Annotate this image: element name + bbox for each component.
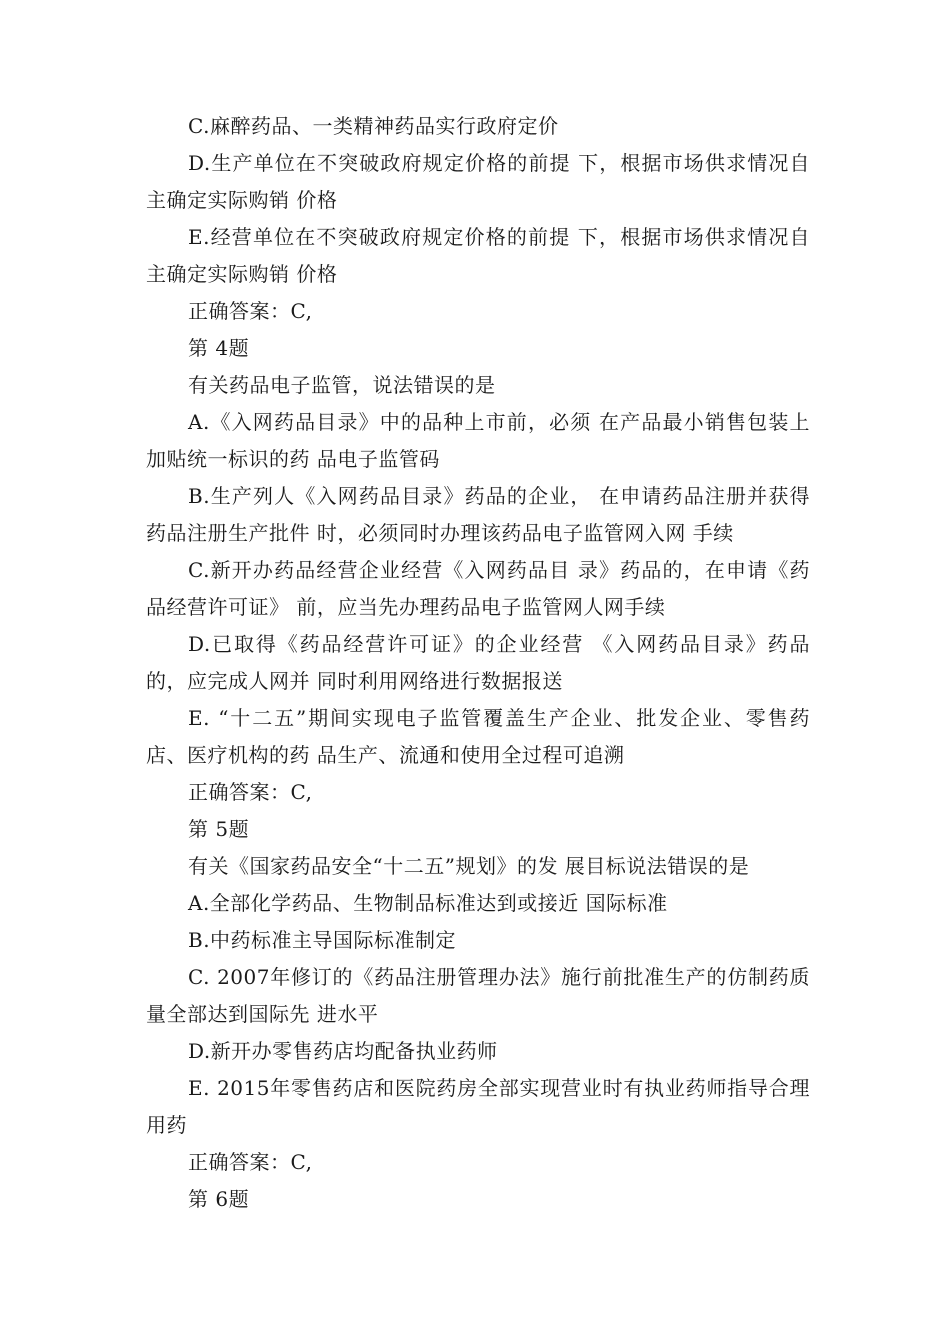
option-b-q5: B.中药标准主导国际标准制定: [188, 928, 457, 952]
question-number-4: 第 4题: [188, 336, 250, 360]
answer-q3: 正确答案：C,: [188, 299, 313, 323]
option-d-q4: D.已取得《药品经营许可证》的企业经营 《入网药品目录》药品的，应完成人网并 同时利用网络进行数据报送: [146, 632, 810, 693]
option-d-q3: D.生产单位在不突破政府规定价格的前提 下，根据市场供求情况自主确定实际购销 价格: [146, 151, 810, 212]
option-e-q4: E. “十二五”期间实现电子监管覆盖生产企业、批发企业、零售药店、医疗机构的药 品生产、流通和使用全过程可追溯: [146, 706, 810, 767]
answer-q4: 正确答案：C,: [188, 780, 313, 804]
option-b-q4: B.生产列人《入网药品目录》药品的企业， 在申请药品注册并获得药品注册生产批件 时，必须同时办理该药品电子监管网入网 手续: [146, 484, 810, 545]
option-d-q5: D.新开办零售药店均配备执业药师: [188, 1039, 498, 1063]
option-c-q3: C.麻醉药品、一类精神药品实行政府定价: [188, 114, 559, 138]
question-number-6: 第 6题: [188, 1187, 250, 1211]
option-c-q4: C.新开办药品经营企业经营《入网药品目 录》药品的，在申请《药品经营许可证》 前，应当先办理药品电子监管网人网手续: [146, 558, 810, 619]
question-number-5: 第 5题: [188, 817, 250, 841]
option-e-q3: E.经营单位在不突破政府规定价格的前提 下，根据市场供求情况自主确定实际购销 价格: [146, 225, 810, 286]
option-e-q5: E. 2015年零售药店和医院药房全部实现营业时有执业药师指导合理用药: [146, 1076, 810, 1137]
question-text-4: 有关药品电子监管，说法错误的是: [188, 373, 496, 397]
question-text-5: 有关《国家药品安全“十二五”规划》的发 展目标说法错误的是: [188, 854, 750, 878]
option-a-q4: A.《入网药品目录》中的品种上市前，必须 在产品最小销售包装上加贴统一标识的药 品电子监管码: [146, 410, 810, 471]
document-body: [146, 108, 810, 1218]
option-a-q5: A.全部化学药品、生物制品标准达到或接近 国际标准: [188, 891, 668, 915]
option-c-q5: C. 2007年修订的《药品注册管理办法》施行前批准生产的仿制药质量全部达到国际先 进水平: [146, 965, 810, 1026]
answer-q5: 正确答案：C,: [188, 1150, 313, 1174]
